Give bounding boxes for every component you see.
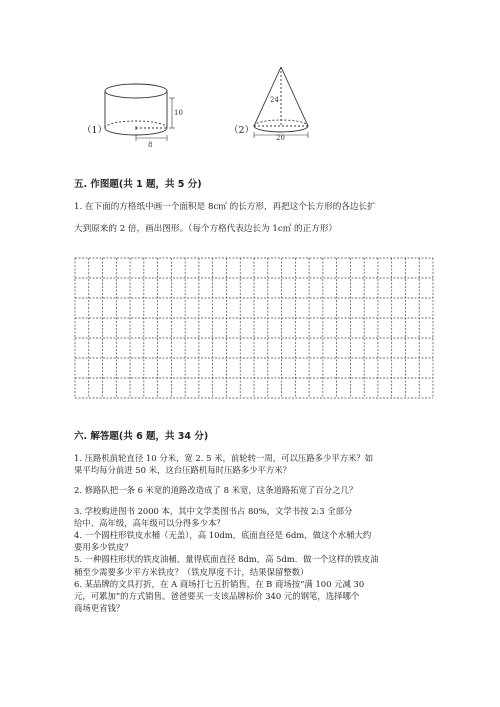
cylinder-radius-label: 8 (148, 141, 153, 149)
question-line: 桶至少需要多少平方米铁皮？（铁皮厚度不计，结果保留整数） (74, 566, 309, 577)
cone-height-label: 24 (270, 96, 279, 104)
cylinder-figure (105, 84, 175, 141)
question-5 (74, 553, 434, 577)
question-line: 商场更省钱？ (74, 603, 125, 614)
question-line: 元，可累加”的方式销售。爸爸要买一支该品牌标价 340 元的钢笔，选择哪个 (74, 591, 360, 602)
question-line: 给中、高年级，高年级可以分得多少本？ (74, 517, 225, 528)
cylinder-height-label: 10 (174, 109, 183, 117)
question-line: 3. 学校购进图书 2000 本，其中文学类图书占 80%，文学书按 2:3 全部分 (74, 505, 353, 516)
section-5-title: 五. 作图题(共 1 题，共 5 分) (74, 179, 202, 190)
section-5-question (74, 201, 434, 236)
question-line: 4. 一个圆柱形铁皮水桶（无盖），高 10dm，底面直径是 6dm，做这个水桶大约 (74, 530, 372, 541)
section-6-title: 六. 解答题(共 6 题，共 34 分) (74, 431, 209, 442)
question-line: 要用多少铁皮？ (74, 542, 133, 553)
question-1 (74, 452, 434, 476)
cone-base-label: 20 (276, 134, 285, 142)
question-4 (74, 529, 434, 553)
figure-1-label: （1） (82, 125, 108, 136)
section-6-questions (74, 452, 434, 614)
question-2 (74, 484, 434, 496)
question-line: 1. 在下面的方格纸中画一个面积是 8c㎡ 的长方形，再把这个长方形的各边长扩 (74, 202, 376, 212)
question-line: 5. 一种圆柱形状的铁皮油桶，量得底面直径 8dm，高 5dm．做一个这样的铁皮油 (74, 554, 379, 565)
question-line: 1. 压路机前轮直径 10 分米，宽 2. 5 米，前轮转一周，可以压路多少平方米？如 (74, 453, 374, 463)
cone-figure (254, 67, 308, 138)
geometry-figures (0, 0, 500, 160)
question-6 (74, 578, 434, 615)
question-line: 果平均每分前进 50 米，这台压路机每时压路多少平方米？ (74, 465, 291, 476)
question-line: 大到原来的 2 倍，画出图形。（每个方格代表边长为 1c㎡ 的正方形） (74, 224, 338, 234)
square-grid-paper[interactable] (74, 257, 434, 399)
question-line: 2. 修路队把一条 6 米宽的道路改造成了 8 米宽，这条道路拓宽了百分之几？ (74, 485, 358, 496)
figure-2-label: （2） (229, 125, 255, 136)
question-line: 6. 某品牌的文具打折，在 A 商场打七五折销售，在 B 商场按“满 100 元减 30 (74, 578, 365, 589)
question-3 (74, 505, 434, 529)
